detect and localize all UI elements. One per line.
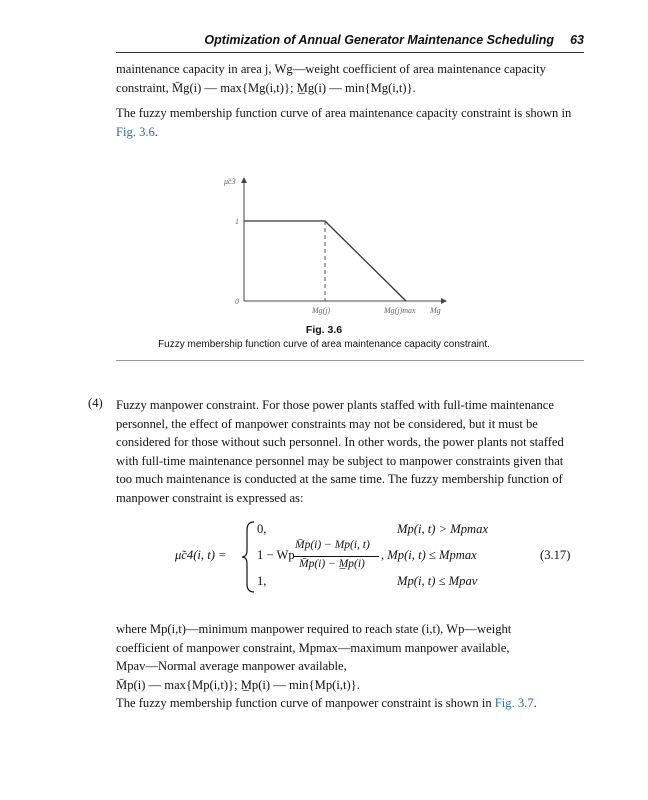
- eq-case1-value: 0,: [257, 522, 267, 536]
- y-tick-0: 0: [235, 297, 239, 306]
- item4-line-5: too much maintenance is conducted at the same time. The fuzzy membership function of: [116, 472, 563, 487]
- para4-end: .: [533, 696, 537, 710]
- fig-3-6-link[interactable]: Fig. 3.6: [116, 124, 155, 139]
- item4-line-4: with full-time maintenance personnel may be subject to manpower constraints given that: [116, 453, 564, 468]
- membership-chart: [220, 170, 450, 320]
- paragraph-manpower: [116, 396, 584, 508]
- eq-case2-numerator: M̄p(i) − Mp(i, t): [295, 539, 370, 551]
- header-title: Optimization of Annual Generator Maintenance Scheduling: [204, 33, 554, 47]
- x-tick-mgj: Mg(j): [312, 306, 331, 315]
- paragraph-area-capacity: [116, 60, 584, 97]
- eq-case2-condition: , Mp(i, t) ≤ Mpmax: [381, 548, 477, 562]
- paragraph-fig37-ref: [116, 694, 584, 713]
- item4-line-1: Fuzzy manpower constraint. For those power plants staffed with full-time maintenance: [116, 398, 554, 412]
- para3-line-3: Mpav—Normal average manpower available,: [116, 659, 347, 674]
- eq-case1-condition: Mp(i, t) > Mpmax: [397, 522, 489, 536]
- item4-line-6: manpower constraint is expressed as:: [116, 490, 304, 505]
- y-axis-label: μ̃c3: [224, 177, 236, 186]
- item4-line-3: considered for those without such personnel. In other words, the power plants not staffed: [116, 435, 564, 450]
- page-number: 63: [570, 33, 584, 47]
- figure-title: Fig. 3.6: [305, 324, 343, 336]
- item4-line-2: personnel, the effect of manpower constraints may not be considered, but it must be: [116, 416, 538, 431]
- eq-brace: [241, 520, 257, 594]
- eq-number: (3.17): [540, 548, 571, 562]
- para2-end: .: [154, 124, 158, 139]
- item-number: (4): [88, 396, 103, 410]
- eq-fraction-bar: [293, 556, 379, 557]
- para3-line-2: coefficient of manpower constraint, Mpmax—maximum manpower available,: [116, 640, 510, 655]
- membership-curve: [244, 221, 406, 301]
- para3-line-1: where Mp(i,t)—minimum manpower required to reach state (i,t), Wp—weight: [116, 622, 512, 636]
- para1-line2: constraint, M̄g(i) — max{Mg(i,t)}; M̲g(i) — min{Mg(i,t)}.: [116, 80, 416, 95]
- para4-text: The fuzzy membership function curve of manpower constraint is shown in: [116, 696, 492, 710]
- x-axis-label: Mg: [430, 306, 441, 315]
- para3-line-4: M̄p(i) — max{Mp(i,t)}; M̲p(i) — min{Mp(i,t)}.: [116, 677, 360, 692]
- fig-3-7-link[interactable]: Fig. 3.7: [494, 696, 534, 710]
- x-tick-mgjmax: Mg(j)max: [384, 306, 416, 315]
- eq-case3-value: 1,: [257, 574, 267, 588]
- paragraph-where: [116, 620, 584, 694]
- figure-caption: Fuzzy membership function curve of area maintenance capacity constraint.: [158, 339, 490, 350]
- para1-line1: maintenance capacity in area j, Wg—weight coefficient of area maintenance capacity: [116, 62, 546, 76]
- paragraph-fig-ref: [116, 104, 584, 141]
- eq-case2-prefix: 1 − Wp: [257, 548, 295, 562]
- para2-text: The fuzzy membership function curve of area maintenance capacity constraint is shown in: [116, 106, 572, 120]
- y-tick-1: 1: [235, 217, 239, 226]
- eq-case2-denominator: M̄p(i) − M̲p(i): [299, 558, 365, 570]
- eq-lhs: μ̃c4(i, t) =: [175, 548, 227, 562]
- running-header: [116, 30, 584, 53]
- figure-divider: [116, 360, 584, 361]
- eq-case3-condition: Mp(i, t) ≤ Mpav: [397, 574, 478, 588]
- equation-3-17: [175, 520, 585, 594]
